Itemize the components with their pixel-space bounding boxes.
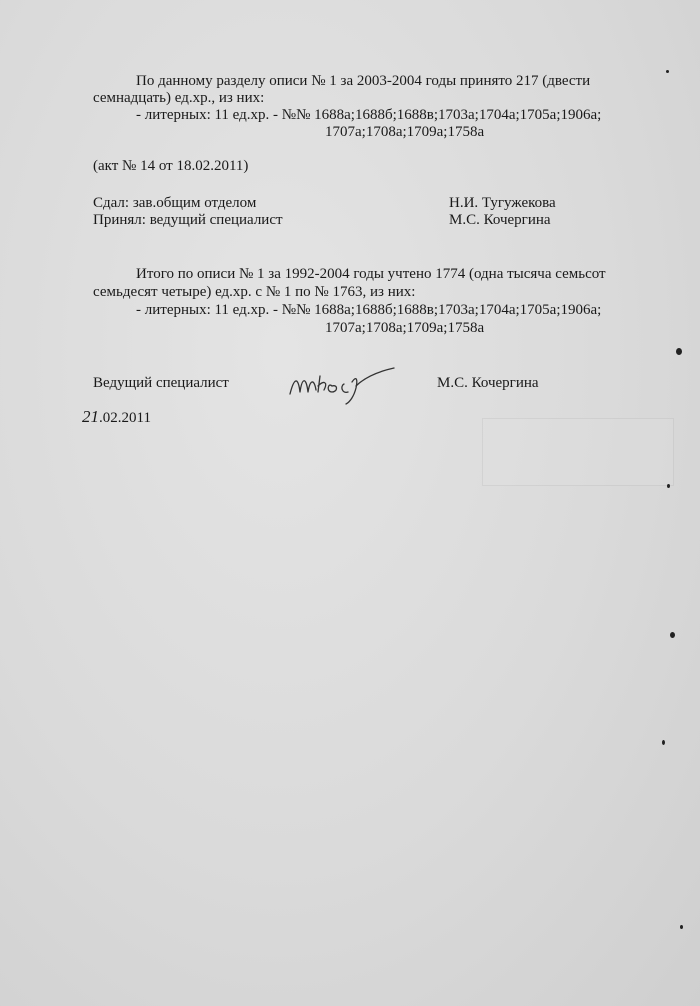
section2-literal-line: - литерных: 11 ед.хр. - №№ 1688а;1688б;1688в;1703а;1704а;1705а;1906а; [136, 302, 602, 318]
section1-literal-cont: 1707а;1708а;1709а;1758а [325, 124, 485, 140]
gave-label: Сдал: зав.общим отделом [93, 195, 257, 211]
section1-line1: По данному разделу описи № 1 за 2003-2004 годы принято 217 (двести [136, 73, 591, 89]
binding-hole-mark [680, 925, 683, 929]
date [82, 408, 151, 427]
binding-hole-mark [670, 632, 675, 638]
signer-name: М.С. Кочергина [437, 375, 539, 391]
section2-line1: Итого по описи № 1 за 1992-2004 годы учтено 1774 (одна тысяча семьсот [136, 266, 606, 282]
binding-hole-mark [667, 484, 670, 488]
signer-position: Ведущий специалист [93, 375, 229, 391]
date-day-handwritten: 21 [82, 407, 99, 426]
section2-line2: семьдесят четыре) ед.хр. с № 1 по № 1763, из них: [93, 284, 416, 300]
received-label: Принял: ведущий специалист [93, 212, 283, 228]
handwritten-signature [286, 366, 398, 408]
binding-hole-mark [676, 348, 682, 355]
section1-line2: семнадцать) ед.хр., из них: [93, 90, 265, 106]
faint-stamp-area [482, 418, 674, 486]
binding-hole-mark [666, 70, 669, 73]
binding-hole-mark [662, 740, 665, 745]
act-reference: (акт № 14 от 18.02.2011) [93, 158, 249, 174]
section1-literal-line: - литерных: 11 ед.хр. - №№ 1688а;1688б;1688в;1703а;1704а;1705а;1906а; [136, 107, 602, 123]
date-rest: .02.2011 [99, 410, 151, 426]
gave-name: Н.И. Тугужекова [449, 195, 556, 211]
section2-literal-cont: 1707а;1708а;1709а;1758а [325, 320, 485, 336]
received-name: М.С. Кочергина [449, 212, 551, 228]
